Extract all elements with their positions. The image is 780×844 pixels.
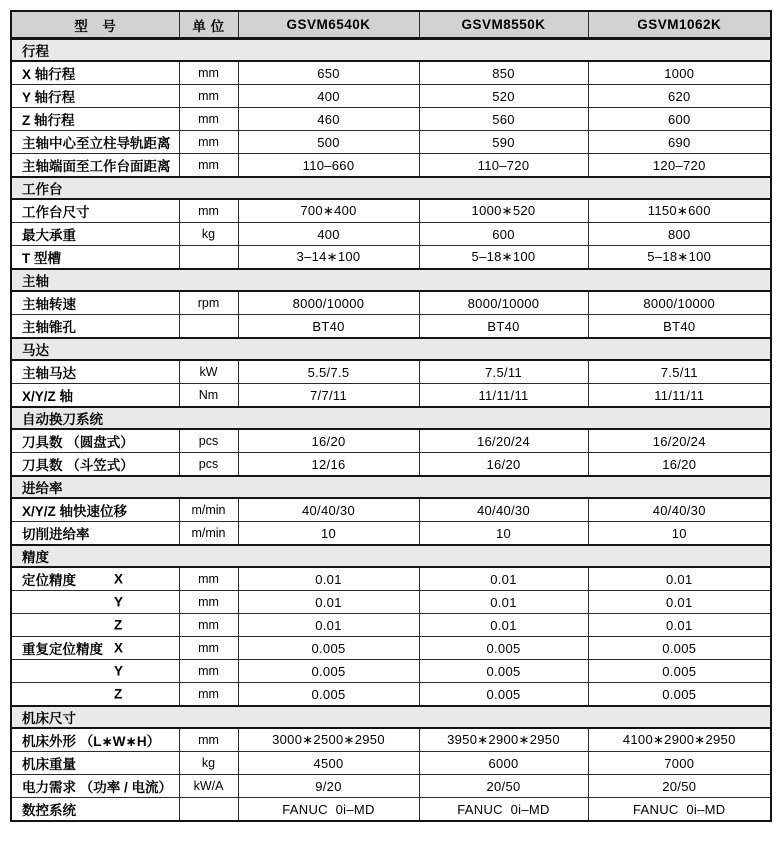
column-header-model: 型 号 (11, 11, 179, 39)
value-cell-model-1: 8000/10000 (238, 291, 419, 315)
value-cell-model-2: 8000/10000 (419, 291, 588, 315)
unit-cell: pcs (179, 429, 238, 453)
spec-label: 主轴马达 (22, 366, 76, 381)
spec-row (11, 683, 771, 707)
value-cell-model-3: 0.005 (588, 660, 771, 683)
spec-label-cell (11, 85, 179, 108)
spec-label-cell (11, 199, 179, 223)
spec-label-cell (11, 453, 179, 477)
column-header-unit: 单 位 (179, 11, 238, 39)
unit-cell (179, 315, 238, 339)
value-cell-model-3: 0.005 (588, 637, 771, 660)
section-label: 进给率 (11, 476, 771, 498)
axis-letter: X (114, 640, 124, 656)
section-label: 马达 (11, 338, 771, 360)
value-cell-model-1: 0.01 (238, 614, 419, 637)
value-cell-model-1: 16/20 (238, 429, 419, 453)
spec-row (11, 223, 771, 246)
unit-cell: mm (179, 131, 238, 154)
spec-label-cell (11, 315, 179, 339)
spec-label-cell (11, 567, 179, 591)
spec-label-cell (11, 798, 179, 822)
column-header-model-1: GSVM6540K (238, 11, 419, 39)
spec-row (11, 108, 771, 131)
table-header-row (11, 11, 771, 39)
spec-row (11, 61, 771, 85)
spec-label: 切削进给率 (22, 527, 90, 542)
value-cell-model-3: 5–18∗100 (588, 246, 771, 270)
value-cell-model-1: 9/20 (238, 775, 419, 798)
spec-label-cell (11, 61, 179, 85)
value-cell-model-2: 0.01 (419, 614, 588, 637)
value-cell-model-3: 40/40/30 (588, 498, 771, 522)
spec-label-cell (11, 108, 179, 131)
unit-cell: mm (179, 154, 238, 178)
value-cell-model-3: 4100∗2900∗2950 (588, 728, 771, 752)
spec-label: T 型槽 (22, 251, 61, 266)
value-cell-model-2: 0.005 (419, 683, 588, 707)
value-cell-model-1: FANUC 0i–MD (238, 798, 419, 822)
spec-label: 重复定位精度 (22, 642, 103, 657)
section-row (11, 476, 771, 498)
section-label: 自动换刀系统 (11, 407, 771, 429)
unit-cell: kg (179, 752, 238, 775)
spec-row (11, 360, 771, 384)
spec-row (11, 637, 771, 660)
spec-row (11, 131, 771, 154)
spec-label: 主轴转速 (22, 297, 76, 312)
spec-row (11, 246, 771, 270)
axis-letter: Y (114, 663, 124, 679)
value-cell-model-3: 7000 (588, 752, 771, 775)
spec-label-cell (11, 384, 179, 408)
value-cell-model-1: 700∗400 (238, 199, 419, 223)
section-label: 机床尺寸 (11, 706, 771, 728)
section-label: 工作台 (11, 177, 771, 199)
value-cell-model-2: 40/40/30 (419, 498, 588, 522)
value-cell-model-1: 4500 (238, 752, 419, 775)
value-cell-model-3: 0.01 (588, 567, 771, 591)
spec-label: 定位精度 (22, 573, 76, 588)
value-cell-model-1: 110–660 (238, 154, 419, 178)
unit-cell: mm (179, 614, 238, 637)
value-cell-model-3: 0.01 (588, 614, 771, 637)
value-cell-model-3: 620 (588, 85, 771, 108)
spec-label: 主轴锥孔 (22, 320, 76, 335)
section-row (11, 706, 771, 728)
value-cell-model-3: 8000/10000 (588, 291, 771, 315)
value-cell-model-2: 10 (419, 522, 588, 546)
value-cell-model-3: 20/50 (588, 775, 771, 798)
spec-label-cell (11, 131, 179, 154)
value-cell-model-2: 0.005 (419, 660, 588, 683)
value-cell-model-3: 690 (588, 131, 771, 154)
unit-cell: pcs (179, 453, 238, 477)
spec-label: Z 轴行程 (22, 113, 75, 128)
unit-cell: mm (179, 660, 238, 683)
value-cell-model-2: 6000 (419, 752, 588, 775)
value-cell-model-2: 0.01 (419, 567, 588, 591)
section-row (11, 338, 771, 360)
value-cell-model-2: 7.5/11 (419, 360, 588, 384)
value-cell-model-2: 3950∗2900∗2950 (419, 728, 588, 752)
spec-label: 刀具数 （斗笠式） (22, 458, 134, 473)
value-cell-model-3: 0.005 (588, 683, 771, 707)
value-cell-model-1: 40/40/30 (238, 498, 419, 522)
unit-cell: mm (179, 637, 238, 660)
spec-label: 电力需求 （功率 / 电流） (22, 780, 173, 795)
unit-cell (179, 798, 238, 822)
value-cell-model-1: 10 (238, 522, 419, 546)
spec-row (11, 291, 771, 315)
value-cell-model-2: 0.01 (419, 591, 588, 614)
value-cell-model-3: 600 (588, 108, 771, 131)
value-cell-model-2: 110–720 (419, 154, 588, 178)
spec-label: Y 轴行程 (22, 90, 76, 105)
spec-row (11, 315, 771, 339)
spec-label-cell (11, 360, 179, 384)
value-cell-model-3: 1150∗600 (588, 199, 771, 223)
spec-row (11, 85, 771, 108)
unit-cell: mm (179, 85, 238, 108)
value-cell-model-2: FANUC 0i–MD (419, 798, 588, 822)
axis-letter: Z (114, 686, 123, 702)
axis-letter: X (114, 571, 124, 587)
spec-label-cell (11, 752, 179, 775)
value-cell-model-2: BT40 (419, 315, 588, 339)
spec-label-cell (11, 522, 179, 546)
spec-row (11, 798, 771, 822)
value-cell-model-3: 120–720 (588, 154, 771, 178)
column-header-model-2: GSVM8550K (419, 11, 588, 39)
value-cell-model-3: 800 (588, 223, 771, 246)
value-cell-model-2: 520 (419, 85, 588, 108)
unit-cell: mm (179, 61, 238, 85)
axis-letter: Y (114, 594, 124, 610)
spec-row (11, 498, 771, 522)
spec-label-cell (11, 154, 179, 178)
spec-row (11, 384, 771, 408)
unit-cell: mm (179, 199, 238, 223)
section-row (11, 407, 771, 429)
spec-row (11, 453, 771, 477)
value-cell-model-2: 1000∗520 (419, 199, 588, 223)
section-row (11, 269, 771, 291)
spec-row (11, 775, 771, 798)
spec-row (11, 591, 771, 614)
spec-label: 刀具数 （圆盘式） (22, 435, 134, 450)
section-row (11, 545, 771, 567)
value-cell-model-1: 0.005 (238, 683, 419, 707)
spec-label-cell (11, 660, 179, 683)
spec-label: X/Y/Z 轴快速位移 (22, 504, 128, 519)
unit-cell: mm (179, 108, 238, 131)
unit-cell (179, 246, 238, 270)
value-cell-model-2: 0.005 (419, 637, 588, 660)
value-cell-model-1: 3000∗2500∗2950 (238, 728, 419, 752)
spec-label: X/Y/Z 轴 (22, 389, 74, 404)
spec-label-cell (11, 591, 179, 614)
unit-cell: kg (179, 223, 238, 246)
spec-row (11, 154, 771, 178)
value-cell-model-1: 0.01 (238, 591, 419, 614)
value-cell-model-3: 1000 (588, 61, 771, 85)
machine-spec-table (10, 10, 772, 822)
value-cell-model-1: 400 (238, 223, 419, 246)
spec-label-cell (11, 775, 179, 798)
value-cell-model-1: 0.005 (238, 660, 419, 683)
value-cell-model-3: 16/20/24 (588, 429, 771, 453)
value-cell-model-2: 5–18∗100 (419, 246, 588, 270)
unit-cell: rpm (179, 291, 238, 315)
spec-label-cell (11, 637, 179, 660)
value-cell-model-3: 16/20 (588, 453, 771, 477)
unit-cell: mm (179, 728, 238, 752)
spec-label-cell (11, 223, 179, 246)
section-row (11, 39, 771, 62)
unit-cell: kW (179, 360, 238, 384)
unit-cell: m/min (179, 498, 238, 522)
value-cell-model-1: 0.005 (238, 637, 419, 660)
value-cell-model-3: 10 (588, 522, 771, 546)
spec-table-body (11, 39, 771, 822)
value-cell-model-1: 12/16 (238, 453, 419, 477)
value-cell-model-1: 7/7/11 (238, 384, 419, 408)
unit-cell: mm (179, 567, 238, 591)
value-cell-model-3: 7.5/11 (588, 360, 771, 384)
value-cell-model-2: 600 (419, 223, 588, 246)
unit-cell: mm (179, 683, 238, 707)
value-cell-model-2: 590 (419, 131, 588, 154)
spec-label: 机床外形 （L∗W∗H） (22, 734, 161, 749)
spec-label-cell (11, 246, 179, 270)
section-row (11, 177, 771, 199)
unit-cell: mm (179, 591, 238, 614)
value-cell-model-1: 650 (238, 61, 419, 85)
spec-label: 最大承重 (22, 228, 76, 243)
value-cell-model-2: 20/50 (419, 775, 588, 798)
spec-label-cell (11, 614, 179, 637)
spec-label: 主轴中心至立柱导轨距离 (22, 136, 171, 151)
value-cell-model-2: 850 (419, 61, 588, 85)
unit-cell: Nm (179, 384, 238, 408)
spec-row (11, 614, 771, 637)
spec-label: 数控系统 (22, 803, 76, 818)
spec-label: 机床重量 (22, 757, 76, 772)
value-cell-model-3: 0.01 (588, 591, 771, 614)
value-cell-model-2: 16/20 (419, 453, 588, 477)
value-cell-model-2: 560 (419, 108, 588, 131)
spec-label-cell (11, 429, 179, 453)
value-cell-model-1: 0.01 (238, 567, 419, 591)
value-cell-model-1: 460 (238, 108, 419, 131)
spec-label-cell (11, 498, 179, 522)
unit-cell: kW/A (179, 775, 238, 798)
spec-label: 工作台尺寸 (22, 205, 90, 220)
section-label: 主轴 (11, 269, 771, 291)
value-cell-model-1: 5.5/7.5 (238, 360, 419, 384)
spec-row (11, 522, 771, 546)
value-cell-model-1: 400 (238, 85, 419, 108)
spec-row (11, 567, 771, 591)
spec-label: X 轴行程 (22, 67, 76, 82)
value-cell-model-1: BT40 (238, 315, 419, 339)
value-cell-model-3: FANUC 0i–MD (588, 798, 771, 822)
spec-row (11, 199, 771, 223)
section-label: 精度 (11, 545, 771, 567)
spec-label-cell (11, 683, 179, 707)
column-header-model-3: GSVM1062K (588, 11, 771, 39)
value-cell-model-1: 3–14∗100 (238, 246, 419, 270)
value-cell-model-1: 500 (238, 131, 419, 154)
value-cell-model-3: BT40 (588, 315, 771, 339)
spec-row (11, 660, 771, 683)
section-label: 行程 (11, 39, 771, 62)
spec-label: 主轴端面至工作台面距离 (22, 159, 171, 174)
spec-row (11, 728, 771, 752)
spec-row (11, 752, 771, 775)
spec-label-cell (11, 728, 179, 752)
spec-row (11, 429, 771, 453)
value-cell-model-3: 11/11/11 (588, 384, 771, 408)
axis-letter: Z (114, 617, 123, 633)
value-cell-model-2: 16/20/24 (419, 429, 588, 453)
unit-cell: m/min (179, 522, 238, 546)
value-cell-model-2: 11/11/11 (419, 384, 588, 408)
spec-label-cell (11, 291, 179, 315)
